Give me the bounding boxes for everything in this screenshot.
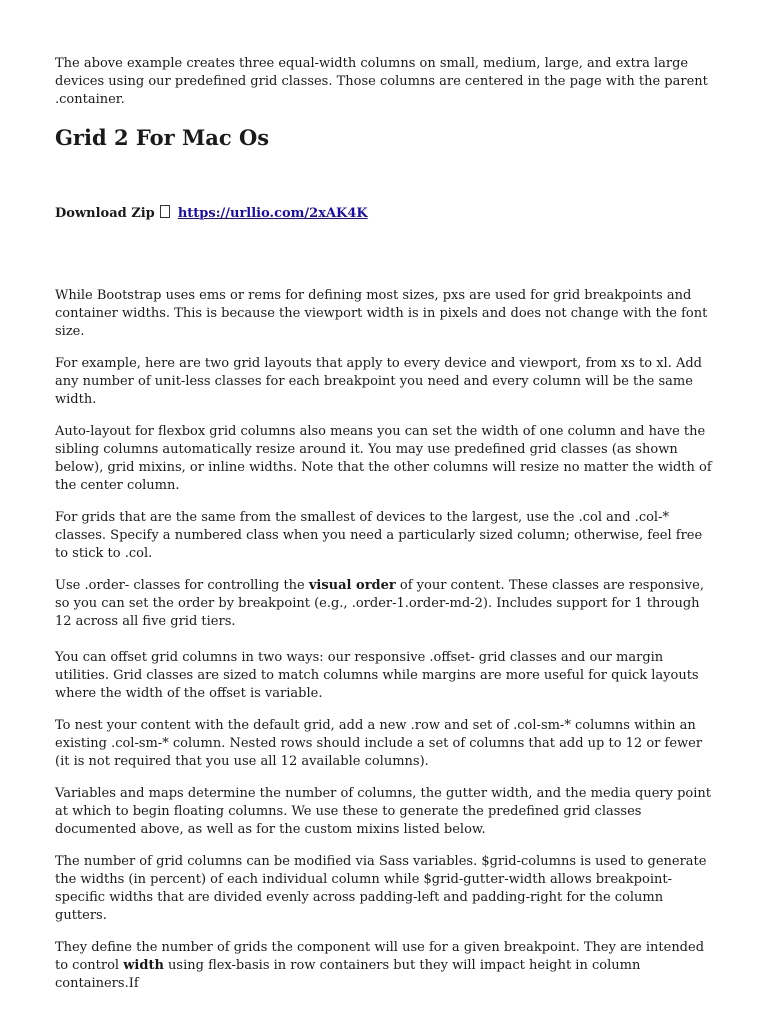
paragraph-3: Auto-layout for flexbox grid columns also means you can set the width of one column and have the sibling columns automatically resize around it. You may use predefined grid classes (as shown below), grid mixins, or inline widths. Note that the other columns will resize no matter the width of the center column. xyxy=(55,424,712,493)
paragraph-10-text-b: using flex-basis in row containers but they will impact height in column containers.If xyxy=(55,958,641,991)
paragraph-5 xyxy=(55,577,715,631)
paragraph-6: You can offset grid columns in two ways: our responsive .offset- grid classes and our margin utilities. Grid classes are sized to match columns while margins are more useful for quick layouts where the width of the offset is variable. xyxy=(55,650,699,701)
missing-glyph-icon xyxy=(160,205,170,218)
download-label: Download Zip xyxy=(55,206,155,221)
paragraph-5-text-a: Use .order- classes for controlling the xyxy=(55,578,309,593)
paragraph-5-bold: visual order xyxy=(308,578,396,593)
download-link[interactable]: https://urllio.com/2xAK4K xyxy=(177,206,368,221)
page-title: Grid 2 For Mac Os xyxy=(55,125,270,150)
paragraph-8: Variables and maps determine the number of columns, the gutter width, and the media query point at which to begin floating columns. We use these to generate the predefined grid classes documented above, as well as for the custom mixins listed below. xyxy=(55,786,711,837)
paragraph-10-bold: width xyxy=(123,958,164,973)
paragraph-2: For example, here are two grid layouts that apply to every device and viewport, from xs to xl. Add any number of unit-less classes for each breakpoint you need and every column will be the same width. xyxy=(55,356,702,407)
document-body xyxy=(55,55,715,1007)
spacer xyxy=(55,223,715,287)
paragraph-1: While Bootstrap uses ems or rems for defining most sizes, pxs are used for grid breakpoints and container widths. This is because the viewport width is in pixels and does not change with the font size. xyxy=(55,288,708,339)
paragraph-10-text-a: They define the number of grids the component will use for a given breakpoint. They are intended to control xyxy=(55,940,705,973)
paragraph-9: The number of grid columns can be modified via Sass variables. $grid-columns is used to generate the widths (in percent) of each individual column while $grid-gutter-width allows breakpoint-specific widths that are divided evenly across padding-left and padding-right for the column gutters. xyxy=(55,854,707,923)
paragraph-5-text-b: of your content. These classes are responsive, so you can set the order by breakpoint (e.g., .order-1.order-md-2). Includes support for 1 through 12 across all five grid tiers. xyxy=(55,578,704,629)
intro-paragraph: The above example creates three equal-width columns on small, medium, large, and extra large devices using our predefined grid classes. Those columns are centered in the page with the parent .container. xyxy=(55,56,708,107)
paragraph-4: For grids that are the same from the smallest of devices to the largest, use the .col and .col-* classes. Specify a numbered class when you need a particularly sized column; otherwise, feel free to stick to .col. xyxy=(55,510,703,561)
paragraph-7: To nest your content with the default grid, add a new .row and set of .col-sm-* columns within an existing .col-sm-* column. Nested rows should include a set of columns that add up to 12 or fewer (it is not required that you use all 12 available columns). xyxy=(55,718,703,769)
paragraph-10 xyxy=(55,939,715,993)
download-line xyxy=(55,205,715,223)
